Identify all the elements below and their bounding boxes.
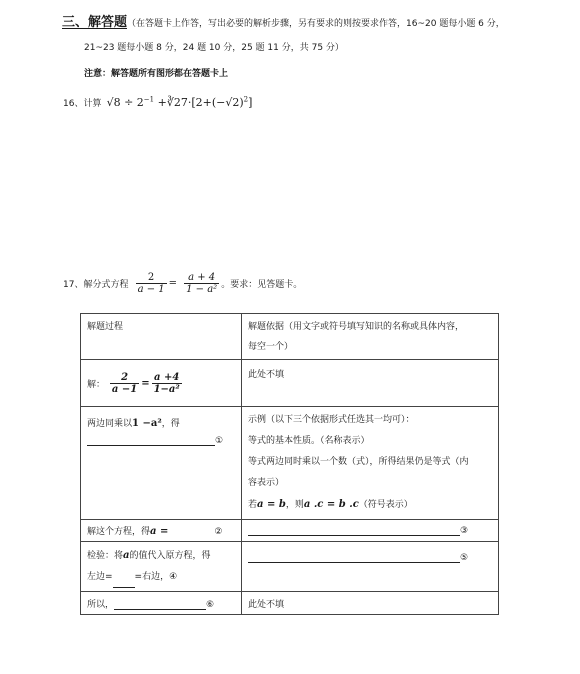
question-17 <box>63 272 302 295</box>
q16-prompt: 计算 <box>83 99 102 109</box>
header-right-line1: 解题依据（用文字或符号填写知识的名称或具体内容， <box>248 322 465 332</box>
q17-eq: = <box>168 278 178 289</box>
solution-table <box>80 313 499 615</box>
q17-prompt: 解分式方程 <box>83 280 129 290</box>
r1-lhs-fraction <box>110 372 139 395</box>
r2-right-result: a .c = b .c <box>303 499 359 510</box>
r4-right-cell <box>242 542 499 592</box>
r4-left-line1 <box>87 545 235 567</box>
r5-left-text: 所以， <box>87 599 115 610</box>
section-heading <box>62 11 505 30</box>
r2-right-then: ，则 <box>285 500 304 510</box>
header-left: 解题过程 <box>87 322 124 332</box>
r3-right-mark: ③ <box>460 526 469 536</box>
q17-rhs-fraction <box>184 272 219 295</box>
question-16 <box>63 91 252 110</box>
r5-answer-blank[interactable] <box>114 599 206 610</box>
r5-right-cell <box>242 592 499 615</box>
table-row <box>81 314 499 360</box>
r2-right-line5 <box>248 494 492 516</box>
r2-left-text-a: 两边同乘以 <box>87 419 133 429</box>
section-instruction-line2: 21~23 题每小题 8 分，24 题 10 分，25 题 11 分，共 75 分） <box>84 43 344 53</box>
r4-left-text-c: 的值代入原方程，得 <box>129 551 211 561</box>
q17-lhs-num: 2 <box>136 272 167 284</box>
r2-right-symbol-note: （符号表示） <box>358 500 413 510</box>
r3-left-text: 解这个方程，得 <box>87 527 151 537</box>
q16-sqrt8: √8 <box>106 96 121 109</box>
table-row <box>81 592 499 615</box>
r3-answer-blank[interactable] <box>248 525 460 536</box>
r2-left-cell <box>81 407 242 520</box>
section-title: 三、解答题 <box>62 15 128 30</box>
q16-number: 16、 <box>63 99 84 109</box>
r2-left-line1 <box>87 416 235 429</box>
r4-left-line2 <box>87 567 235 588</box>
r4-left-var: a <box>123 550 130 561</box>
r4-left-lhs: 左边= <box>87 572 113 582</box>
r1-rden: 1−a² <box>153 383 180 395</box>
r4-right-blank[interactable] <box>248 552 460 563</box>
r3-left-cell <box>81 520 242 542</box>
r3-left-mark: ② <box>214 527 223 537</box>
table-row <box>81 407 499 520</box>
r3-left-math: a = <box>150 526 169 537</box>
q17-tail: 。要求：见答题卡。 <box>221 280 303 290</box>
r1-den: a −1 <box>111 383 138 395</box>
r4-right-line <box>248 552 492 563</box>
r1-prefix: 解： <box>87 379 106 390</box>
header-right-cell <box>242 314 499 360</box>
q17-lhs-den: a − 1 <box>137 284 165 295</box>
q16-pow: 2 <box>243 95 249 104</box>
table-row <box>81 520 499 542</box>
r4-left-rhs: =右边，④ <box>134 572 178 582</box>
r5-left-cell <box>81 592 242 615</box>
q17-rhs-num: a + 4 <box>184 272 219 284</box>
r4-right-mark: ⑤ <box>460 553 469 563</box>
header-left-cell <box>81 314 242 360</box>
q17-number: 17、 <box>63 280 84 290</box>
r2-answer-blank[interactable] <box>87 435 215 446</box>
section-instruction-line1: （在答题卡上作答，写出必要的解析步骤，另有要求的则按要求作答，16~20 题每小题 6 分， <box>127 19 505 29</box>
q17-rhs-den: 1 − a² <box>186 284 218 295</box>
r2-right-line4: 容表示） <box>248 478 285 488</box>
r2-right-line1: 示例（以下三个依据形式任选其一均可）： <box>248 415 415 425</box>
r2-right-line3: 等式两边同时乘以一个数（式），所得结果仍是等式（内 <box>248 457 469 467</box>
r4-answer-blank[interactable] <box>113 577 135 588</box>
q16-expression <box>107 96 253 109</box>
r2-left-text-c: ，得 <box>161 419 180 429</box>
r4-left-text-a: 检验：将 <box>87 551 124 561</box>
section-note: 注意：解答题所有图形都在答题卡上 <box>84 69 229 79</box>
r3-right-cell <box>242 520 499 542</box>
r2-left-math: 1 −a² <box>132 418 162 429</box>
r1-right-cell <box>242 360 499 407</box>
r2-right-cell <box>242 407 499 520</box>
q16-cbrt: +∛27·[2+(−√2) <box>157 96 244 109</box>
r1-left-cell <box>81 360 242 407</box>
r2-right-line2: 等式的基本性质。（名称表示） <box>248 436 370 446</box>
r1-eq: = <box>141 377 150 389</box>
r2-right-cond: a = b <box>257 499 286 510</box>
r2-left-line2 <box>87 435 235 446</box>
q16-exp: −1 <box>143 95 155 104</box>
r5-left-mark: ⑥ <box>206 599 215 610</box>
r1-right: 此处不填 <box>248 370 285 380</box>
header-right-line2: 每空一个） <box>248 342 294 352</box>
r2-mark: ① <box>215 436 224 446</box>
r5-right: 此处不填 <box>248 599 285 610</box>
r4-left-cell <box>81 542 242 592</box>
q17-lhs-fraction <box>136 272 167 295</box>
q16-end: ] <box>248 96 253 109</box>
q16-div: ÷ 2 <box>124 96 144 109</box>
r1-rnum: a +4 <box>152 372 182 384</box>
table-row <box>81 360 499 407</box>
r1-num: 2 <box>110 372 139 384</box>
r2-right-if: 若 <box>248 500 258 510</box>
table-row <box>81 542 499 592</box>
r1-rhs-fraction <box>152 372 182 395</box>
